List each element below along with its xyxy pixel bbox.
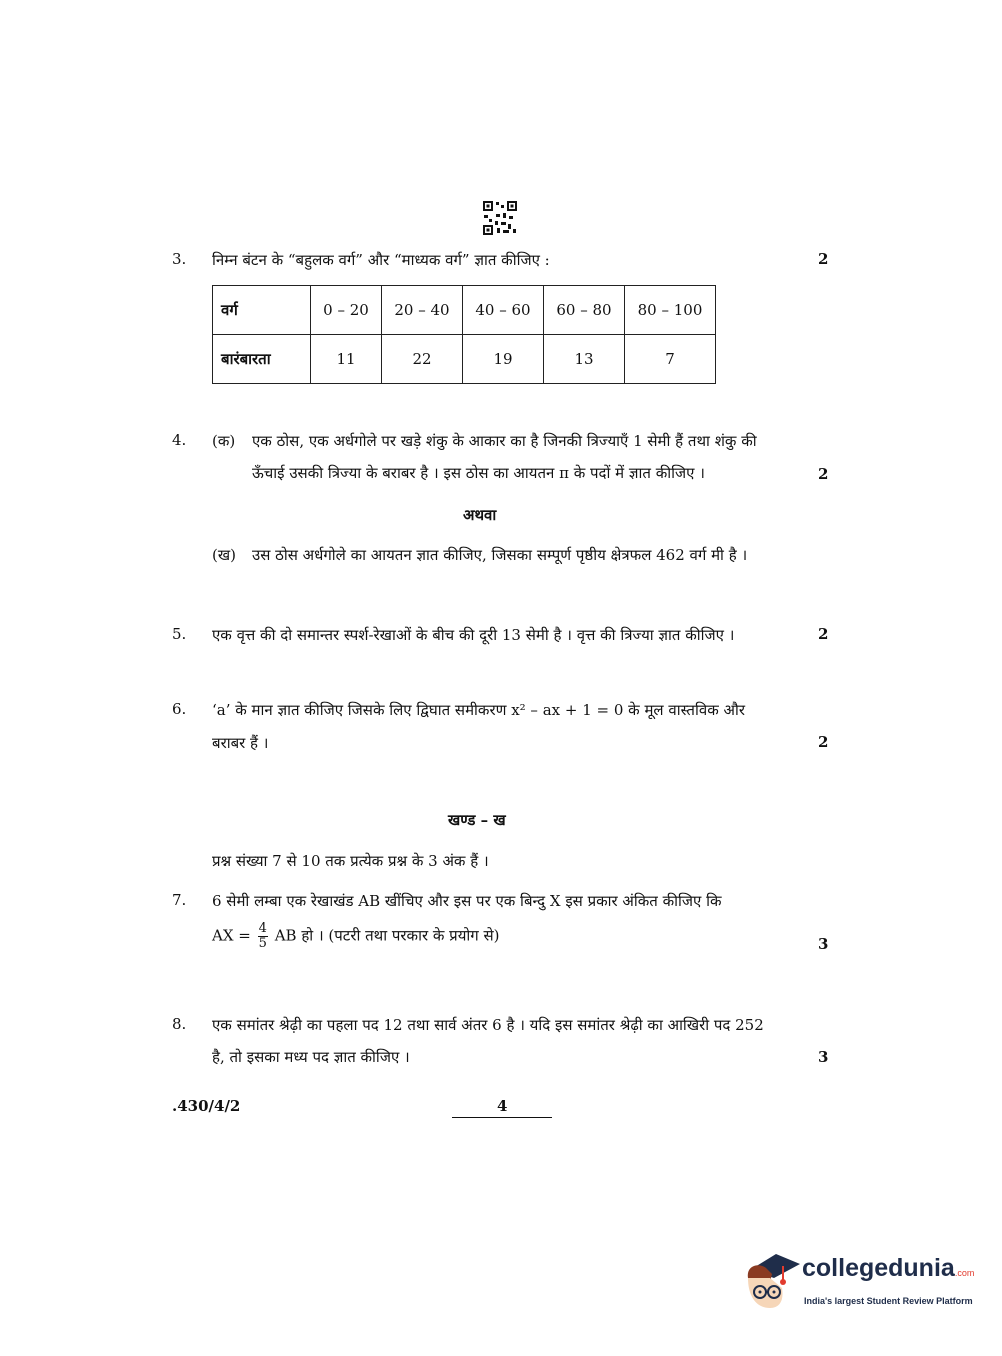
paper-code: .430/4/2	[172, 1097, 241, 1115]
q4-part-a-line1: एक ठोस, एक अर्धगोले पर खड़े शंकु के आकार का है जिनकी त्रिज्याएँ 1 सेमी हैं तथा शंकु की	[252, 432, 757, 450]
q5-marks: 2	[818, 625, 829, 643]
q8-marks: 3	[818, 1048, 829, 1066]
q4-number: 4.	[172, 431, 187, 449]
q7-number: 7.	[172, 891, 187, 909]
frequency-table	[212, 285, 716, 384]
table-cell: 11	[311, 335, 382, 384]
table-cell: 80 – 100	[625, 286, 716, 335]
footer-rule	[452, 1117, 552, 1118]
fraction-denominator: 5	[258, 936, 267, 951]
logo-wordmark	[802, 1254, 974, 1283]
table-cell: 22	[382, 335, 463, 384]
q4-part-b-text: उस ठोस अर्धगोले का आयतन ज्ञात कीजिए, जिसका सम्पूर्ण पृष्ठीय क्षेत्रफल 462 वर्ग मी है ।	[252, 546, 748, 564]
or-label: अथवा	[463, 506, 497, 524]
table-cell: 7	[625, 335, 716, 384]
logo-name: collegedunia	[802, 1254, 955, 1282]
q7-suffix: AB हो । (पटरी तथा परकार के प्रयोग से)	[274, 926, 500, 945]
collegedunia-logo	[742, 1248, 975, 1316]
table-cell: 40 – 60	[463, 286, 544, 335]
q8-number: 8.	[172, 1015, 187, 1033]
table-row	[213, 335, 716, 384]
table-cell: 19	[463, 335, 544, 384]
table-cell: 0 – 20	[311, 286, 382, 335]
q4-part-a-label: (क)	[212, 432, 236, 450]
q6-line1: ‘a’ के मान ज्ञात कीजिए जिसके लिए द्विघात समीकरण x² – ax + 1 = 0 के मूल वास्तविक और	[212, 701, 745, 719]
fraction	[258, 922, 268, 951]
q5-number: 5.	[172, 625, 187, 643]
fraction-numerator: 4	[258, 921, 267, 936]
q4-part-b-label: (ख)	[212, 546, 236, 564]
logo-tagline: India's largest Student Review Platform	[804, 1296, 973, 1306]
q5-text: एक वृत्त की दो समान्तर स्पर्श-रेखाओं के बीच की दूरी 13 सेमी है । वृत्त की त्रिज्या ज्ञात कीजिए ।	[212, 626, 735, 644]
q3-text: निम्न बंटन के “बहुलक वर्ग” और “माध्यक वर्ग” ज्ञात कीजिए :	[212, 251, 550, 269]
mascot-icon	[742, 1248, 800, 1312]
table-row	[213, 286, 716, 335]
q7-line1: 6 सेमी लम्बा एक रेखाखंड AB खींचिए और इस पर एक बिन्दु X इस प्रकार अंकित कीजिए कि	[212, 892, 722, 910]
table-row-header: वर्ग	[213, 286, 311, 335]
table-cell: 60 – 80	[544, 286, 625, 335]
q4-marks: 2	[818, 465, 829, 483]
q6-number: 6.	[172, 700, 187, 718]
qr-code	[482, 200, 518, 236]
table-row-header: बारंबारता	[213, 335, 311, 384]
q8-line1: एक समांतर श्रेढ़ी का पहला पद 12 तथा सार्व अंतर 6 है । यदि इस समांतर श्रेढ़ी का आखिरी पद 252	[212, 1016, 764, 1034]
page-number: 4	[497, 1097, 508, 1115]
q6-marks: 2	[818, 733, 829, 751]
logo-suffix: .com	[954, 1268, 975, 1278]
q8-line2: है, तो इसका मध्य पद ज्ञात कीजिए ।	[212, 1048, 410, 1066]
table-cell: 20 – 40	[382, 286, 463, 335]
q4-part-a-line2: ऊँचाई उसकी त्रिज्या के बराबर है । इस ठोस का आयतन π के पदों में ज्ञात कीजिए ।	[252, 464, 705, 482]
section-instruction: प्रश्न संख्या 7 से 10 तक प्रत्येक प्रश्न के 3 अंक हैं ।	[212, 852, 489, 870]
q7-marks: 3	[818, 935, 829, 953]
q6-line2: बराबर हैं ।	[212, 734, 269, 752]
q7-prefix: AX =	[212, 926, 251, 945]
q3-number: 3.	[172, 250, 187, 268]
section-title: खण्ड – ख	[448, 811, 506, 829]
q3-marks: 2	[818, 250, 829, 268]
table-cell: 13	[544, 335, 625, 384]
q7-line2	[212, 922, 499, 951]
